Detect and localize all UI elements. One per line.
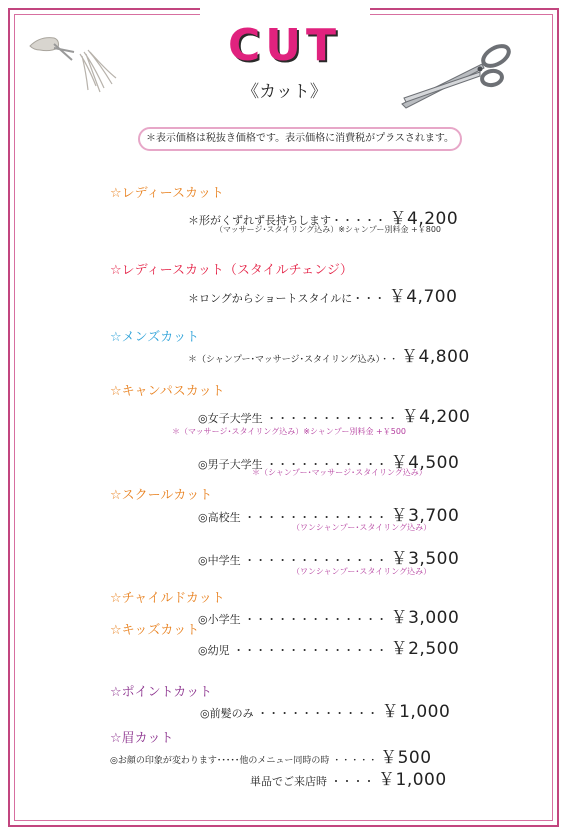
price-value: ￥3,700 <box>390 506 460 526</box>
price-note: （ワンシャンプー･スタイリング込み） <box>292 567 432 576</box>
price-value: ￥500 <box>380 748 432 768</box>
section-title-ladies-style: ☆レディースカット（スタイルチェンジ） <box>110 263 353 278</box>
line-label: ◎小学生 ・・・・・・・・・・・・・ <box>198 613 388 626</box>
price-value: ￥3,500 <box>390 549 460 569</box>
price-note: （マッサージ･スタイリング込み）※シャンプー別料金 +￥800 <box>215 225 442 234</box>
tax-notice: ＊表示価格は税抜き価格です。表示価格に消費税がプラスされます。 <box>138 127 462 151</box>
price-line-elementary <box>198 603 459 628</box>
price-value: ￥4,500 <box>390 453 460 473</box>
price-line-women-university <box>198 402 470 427</box>
line-label: ◎前髪のみ ・・・・・・・・・・・ <box>200 707 379 720</box>
price-line-bangs <box>200 697 450 722</box>
price-value: ￥4,200 <box>389 209 459 229</box>
price-note: ＊（シャンプー･マッサージ･スタイリング込み） <box>252 468 427 477</box>
line-label: ＊形がくずれず長持ちします・・・・・ <box>188 214 386 227</box>
price-value: ￥4,700 <box>388 287 458 307</box>
line-label: ◎男子大学生 ・・・・・・・・・・・ <box>198 458 388 471</box>
line-label: ◎中学生 ・・・・・・・・・・・・・ <box>198 554 388 567</box>
price-value: ￥4,800 <box>401 347 470 367</box>
section-title-brow: ☆眉カット <box>110 731 174 746</box>
line-label: ＊ロングからショートスタイルに・・・ <box>188 292 386 305</box>
line-label: 単品でご来店時 ・・・・ <box>250 775 375 788</box>
line-label: ◎高校生 ・・・・・・・・・・・・・ <box>198 511 388 524</box>
section-title-school: ☆スクールカット <box>110 488 213 503</box>
section-title-child: ☆チャイルドカット <box>110 591 225 606</box>
section-title-ladies: ☆レディースカット <box>110 186 224 201</box>
price-line-brow-single <box>250 765 447 790</box>
frame-title-gap <box>200 4 370 20</box>
price-value: ￥2,500 <box>390 639 460 659</box>
section-title-kids: ☆キッズカット <box>110 623 200 638</box>
line-label: ◎お顔の印象が変わります･････他のメニュー同時の時 ・・・・・ <box>110 756 378 766</box>
price-line-mens <box>188 342 470 367</box>
section-title-campus: ☆キャンパスカット <box>110 384 225 399</box>
price-note: ＊（マッサージ･スタイリング込み）※シャンプー別料金 +￥500 <box>172 427 407 436</box>
price-value: ￥1,000 <box>378 770 447 790</box>
page-title: CUT <box>227 20 342 71</box>
page-subtitle: 《カット》 <box>242 82 327 102</box>
line-label: ◎幼児 ・・・・・・・・・・・・・・ <box>198 644 388 657</box>
price-value: ￥3,000 <box>390 608 460 628</box>
section-title-point: ☆ポイントカット <box>110 685 213 700</box>
price-note: （ワンシャンプー･スタイリング込み） <box>292 523 432 532</box>
section-title-mens: ☆メンズカット <box>110 330 200 345</box>
price-line-ladies-style <box>188 282 457 307</box>
price-value: ￥1,000 <box>381 702 451 722</box>
line-label: ◎女子大学生 ・・・・・・・・・・・・ <box>198 412 399 425</box>
price-line-toddler <box>198 634 459 659</box>
line-label: ＊（シャンプー･マッサージ･スタイリング込み）・・ <box>188 355 399 365</box>
price-value: ￥4,200 <box>401 407 471 427</box>
